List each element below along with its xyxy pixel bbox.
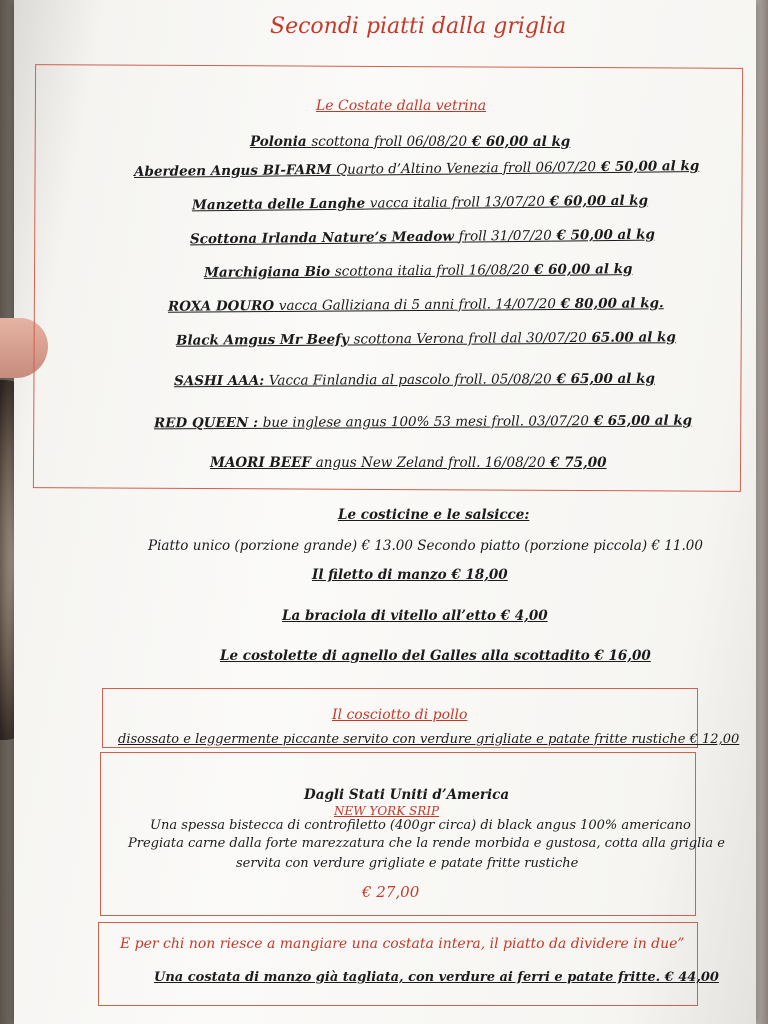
usa-subheading: NEW YORK SRIP <box>334 804 440 818</box>
condividere-heading: E per chi non riesce a mangiare una costata intera, il piatto da dividere in due” <box>120 936 685 952</box>
costata-item: Scottona Irlanda Nature’s Meadow froll 31/07/20 € 50,00 al kg <box>189 226 655 248</box>
costicine-heading: Le costicine e le salsicce: <box>338 507 530 523</box>
costata-item: Black Amgus Mr Beefy scottona Verona froll dal 30/07/20 65.00 al kg <box>175 329 676 349</box>
costata-item: Marchigiana Bio scottona italia froll 16/08/20 € 60,00 al kg <box>203 261 633 281</box>
usa-line2: Pregiata carne dalla forte marezzatura che la rende morbida e gustosa, cotta alla griglia e <box>128 836 725 851</box>
costata-item: MAORI BEEF angus New Zeland froll. 16/08/20 € 75,00 <box>210 455 607 471</box>
costata-item: Aberdeen Angus BI-FARM Quarto d’Altino Venezia froll 06/07/20 € 50,00 al kg <box>133 158 700 180</box>
cosciotto-heading: Il cosciotto di pollo <box>332 707 468 723</box>
filetto-item: Il filetto di manzo € 18,00 <box>312 567 508 583</box>
usa-line3: servita con verdure grigliate e patate fritte rustiche <box>236 856 579 871</box>
braciola-item: La braciola di vitello all’etto € 4,00 <box>282 608 548 624</box>
costata-item: Polonia scottona froll 06/08/20 € 60,00 al kg <box>250 134 571 150</box>
costata-item: ROXA DOURO vacca Galliziana di 5 anni froll. 14/07/20 € 80,00 al kg. <box>167 295 664 315</box>
costata-item: RED QUEEN : bue inglese angus 100% 53 mesi froll. 03/07/20 € 65,00 al kg <box>153 412 693 432</box>
page-title: Secondi piatti dalla griglia <box>270 14 567 39</box>
condividere-detail: Una costata di manzo già tagliata, con verdure ai ferri e patate fritte. € 44,00 <box>154 970 719 985</box>
costolette-item: Le costolette di agnello del Galles alla scottadito € 16,00 <box>220 648 651 664</box>
usa-price: € 27,00 <box>362 883 420 901</box>
usa-line1: Una spessa bistecca di controfiletto (400gr circa) di black angus 100% americano <box>150 818 691 833</box>
condividere-box <box>98 922 698 1006</box>
costata-item: Manzetta delle Langhe vacca italia froll 13/07/20 € 60,00 al kg <box>191 192 649 214</box>
usa-heading: Dagli Stati Uniti d’America <box>304 787 510 803</box>
cosciotto-detail: disossato e leggermente piccante servito con verdure grigliate e patate fritte rustiche € 12,00 <box>118 732 740 747</box>
costicine-detail: Piatto unico (porzione grande) € 13.00 Secondo piatto (porzione piccola) € 11.00 <box>148 538 703 554</box>
costate-heading: Le Costate dalla vetrina <box>316 98 487 114</box>
costata-item: SASHI AAA: Vacca Finlandia al pascolo froll. 05/08/20 € 65,00 al kg <box>173 370 655 390</box>
